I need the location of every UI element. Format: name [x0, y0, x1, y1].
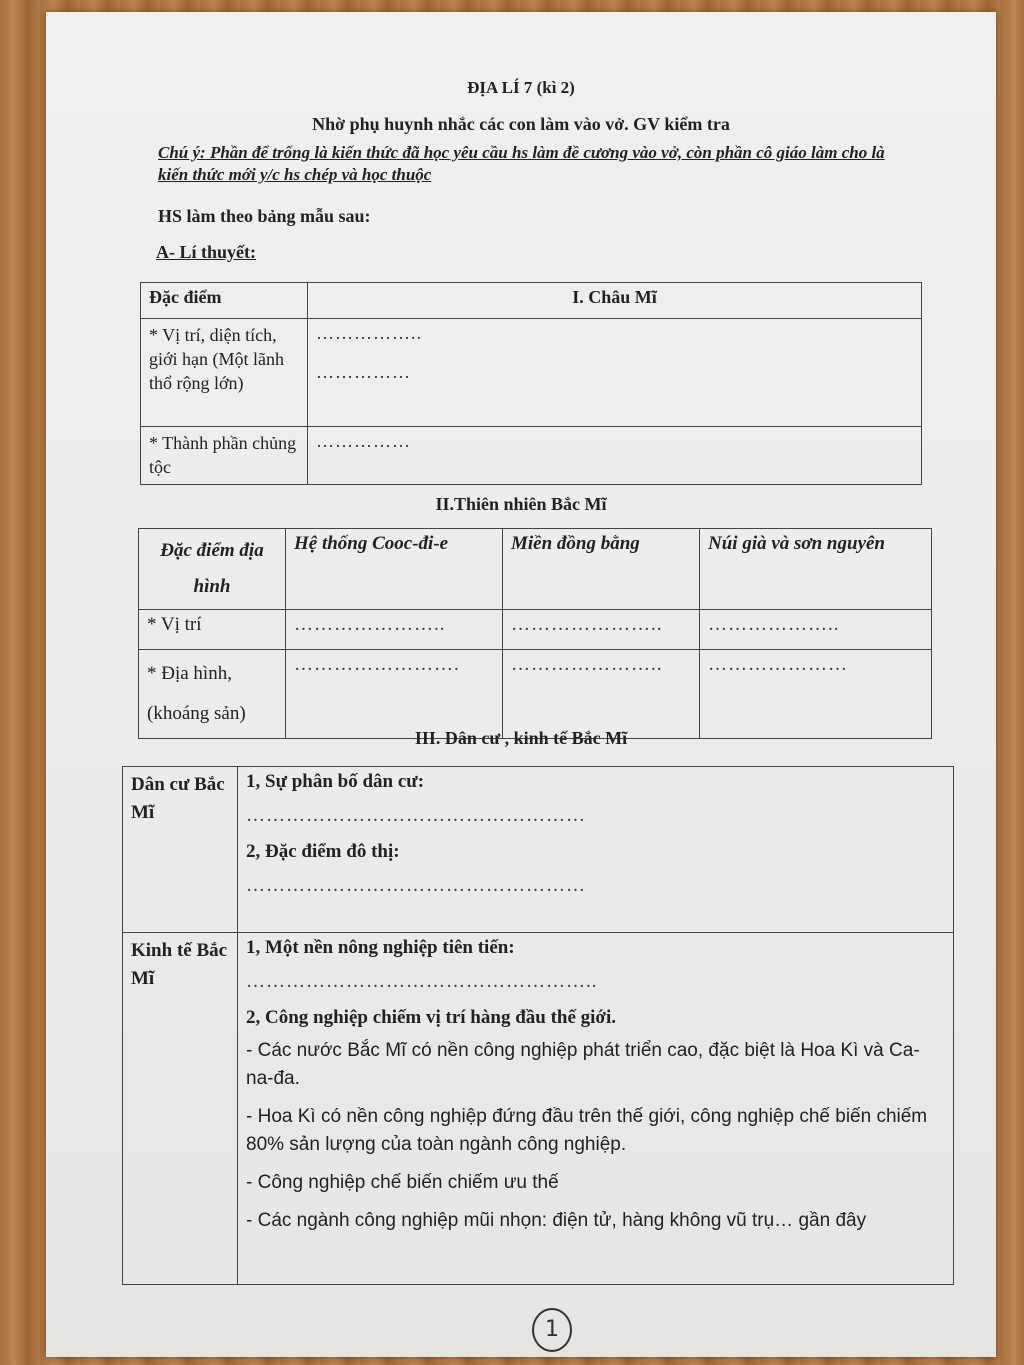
kinh-te-paragraph: - Các nước Bắc Mĩ có nền công nghiệp phát triển cao, đặc biệt là Hoa Kì và Ca-na-đa.: [246, 1040, 920, 1089]
kinh-te-item: 1, Một nền nông nghiệp tiên tiến:: [246, 937, 515, 958]
t2-cell: ………………..: [700, 610, 932, 650]
answer-line: ……………………………………………: [246, 875, 586, 896]
kinh-te-paragraph: - Hoa Kì có nền công nghiệp đứng đầu trên thế giới, công nghiệp chế biến chiếm 80% sản lượng của toàn ngành công nghiệp.: [246, 1106, 928, 1155]
note-text: Phần để trống là kiến thức đã học yêu cầu hs làm đề cương vào vở, còn phần cô giáo làm cho là kiến thức mới y/c hs chép và học thuộc: [158, 143, 885, 184]
worksheet-paper: [46, 12, 996, 1357]
table-thien-nhien: [138, 528, 932, 739]
dan-cu-item: 1, Sự phân bố dân cư:: [246, 771, 425, 792]
t3-label-dan-cu: Dân cư Bắc Mĩ: [123, 767, 238, 933]
answer-line: ……………..: [316, 323, 422, 343]
kinh-te-paragraph: - Các ngành công nghiệp mũi nhọn: điện tử, hàng không vũ trụ… gần đây: [246, 1210, 867, 1231]
page-title: ĐỊA LÍ 7 (kì 2): [467, 78, 575, 97]
t1-row-label: * Vị trí, diện tích, giới hạn (Một lãnh thổ rộng lớn): [141, 319, 308, 427]
t1-header-feature: Đặc điểm: [141, 283, 308, 319]
dan-cu-item: 2, Đặc điểm đô thị:: [246, 841, 400, 862]
note-label: Chú ý:: [158, 143, 206, 162]
t2-header: Đặc điểm địa hình: [139, 529, 286, 610]
t1-row-label: * Thành phần chủng tộc: [141, 427, 308, 485]
answer-line: ……………: [316, 362, 411, 382]
t2-cell: …………………: [700, 650, 932, 739]
t2-row-label: * Vị trí: [139, 610, 286, 650]
t3-kinh-te-content: [238, 933, 954, 1285]
kinh-te-item: 2, Công nghiệp chiếm vị trí hàng đầu thế giới.: [246, 1007, 616, 1028]
table3-caption: III. Dân cư , kinh tế Bắc Mĩ: [414, 728, 628, 748]
table-chau-mi: [140, 282, 922, 485]
t3-dan-cu-content: [238, 767, 954, 933]
section-a-heading: A- Lí thuyết:: [156, 242, 256, 262]
t2-header: Núi già và sơn nguyên: [700, 529, 932, 610]
answer-line: ……………: [316, 431, 411, 451]
table2-caption: II.Thiên nhiên Bắc Mĩ: [435, 494, 607, 514]
instruction: HS làm theo bảng mẫu sau:: [158, 206, 371, 226]
t1-header-region: I. Châu Mĩ: [308, 283, 922, 319]
t1-row-answer: [308, 319, 922, 427]
note: [158, 142, 918, 186]
answer-line: ……………………………………………: [246, 805, 586, 826]
t2-row-label: * Địa hình, (khoáng sản): [139, 650, 286, 739]
t2-header: Miền đồng bằng: [503, 529, 700, 610]
kinh-te-paragraph: - Công nghiệp chế biến chiếm ưu thế: [246, 1172, 559, 1193]
page-subtitle: Nhờ phụ huynh nhắc các con làm vào vở. GV kiểm tra: [312, 114, 730, 134]
t3-label-kinh-te: Kinh tế Bắc Mĩ: [123, 933, 238, 1285]
t2-cell: …………………..: [286, 610, 503, 650]
answer-line: ……………………………………………..: [246, 971, 598, 992]
t2-cell: …………………..: [503, 650, 700, 739]
t1-row-answer: [308, 427, 922, 485]
table-dan-cu-kinh-te: [122, 766, 954, 1285]
t2-cell: …………………….: [286, 650, 503, 739]
page-number: 1: [532, 1308, 572, 1352]
t2-header: Hệ thống Cooc-đi-e: [286, 529, 503, 610]
t2-cell: …………………..: [503, 610, 700, 650]
